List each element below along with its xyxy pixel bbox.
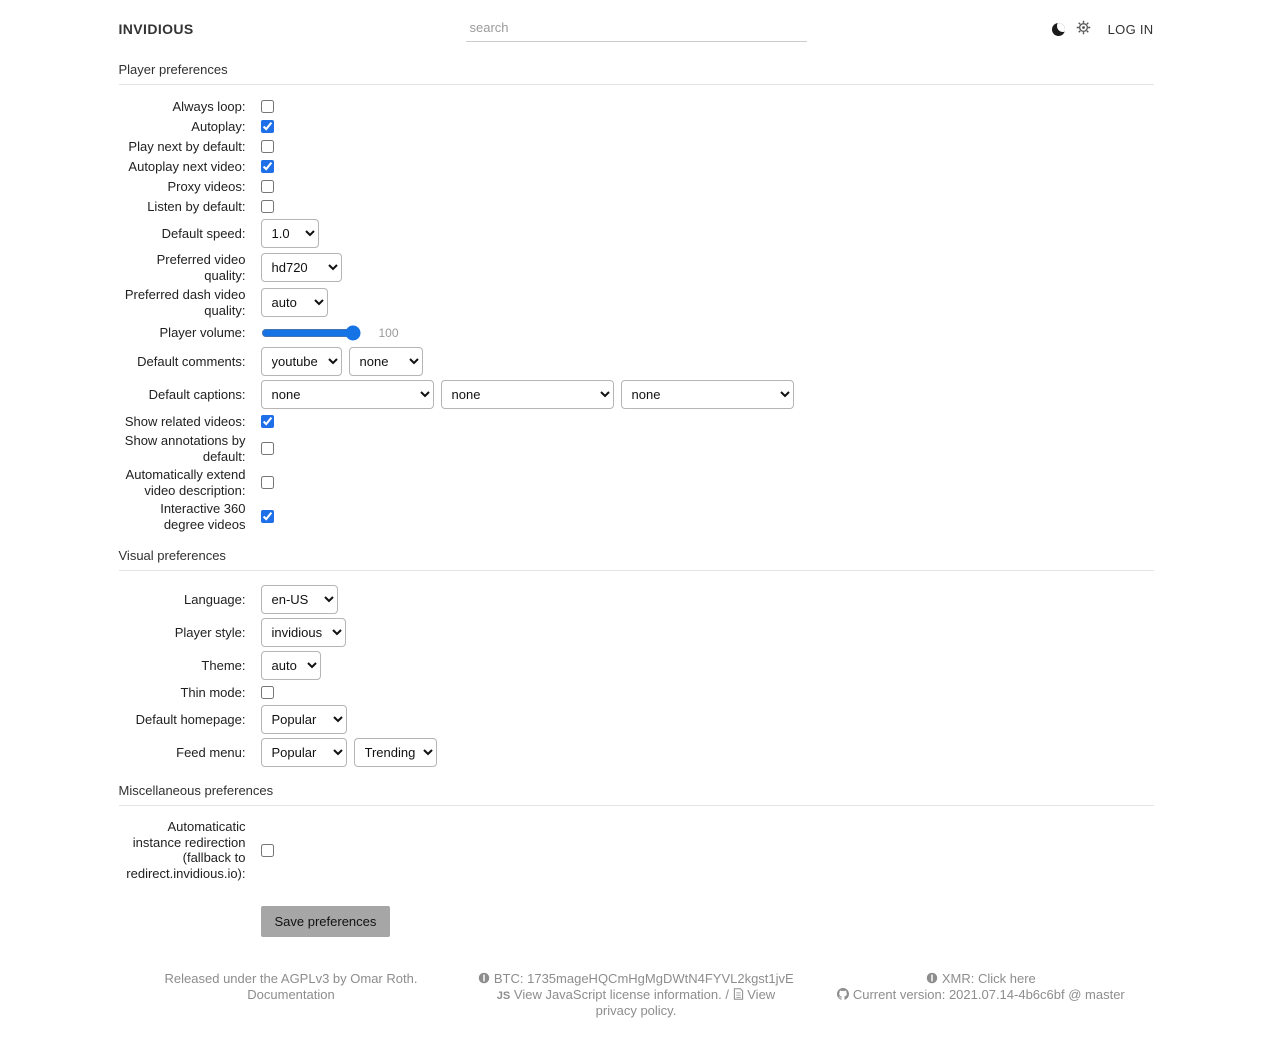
default-comments-label: Default comments:: [137, 353, 246, 369]
license-text: Released under the AGPLv3 by Omar Roth.: [164, 971, 418, 986]
thin-mode-label: Thin mode:: [180, 684, 246, 700]
github-icon: [837, 988, 849, 1000]
feed-menu-second-select[interactable]: [354, 738, 437, 767]
extend-description-checkbox[interactable]: [261, 476, 274, 489]
default-captions-label: Default captions:: [148, 386, 246, 402]
visual-preferences-section: [119, 571, 1154, 767]
login-link[interactable]: LOG IN: [1107, 21, 1154, 37]
annotations-checkbox[interactable]: [261, 442, 274, 455]
default-homepage-select[interactable]: [261, 705, 347, 734]
masthead: [0, 0, 1272, 46]
default-comments-first-select[interactable]: [261, 347, 342, 376]
default-speed-label: Default speed:: [161, 225, 246, 241]
related-videos-checkbox[interactable]: [261, 415, 274, 428]
feed-menu-first-select[interactable]: [261, 738, 347, 767]
player-style-label: Player style:: [174, 624, 246, 640]
play-next-checkbox[interactable]: [261, 140, 274, 153]
default-captions-third-select[interactable]: [621, 380, 794, 409]
js-license-link[interactable]: View JavaScript license information.: [513, 986, 722, 1002]
autoplay-next-label: Autoplay next video:: [128, 158, 246, 174]
language-select[interactable]: [261, 585, 338, 614]
video-quality-label: Preferred video quality:: [156, 252, 246, 283]
player-preferences-title: Player preferences: [119, 62, 1154, 85]
player-preferences-section: [119, 85, 1154, 532]
xmr-link[interactable]: Click here: [977, 971, 1036, 986]
default-homepage-label: Default homepage:: [135, 711, 246, 727]
related-videos-label: Show related videos:: [124, 413, 246, 429]
footer-separator: /: [725, 986, 729, 1002]
footer: [119, 971, 1154, 1041]
player-volume-value: 100: [378, 325, 399, 340]
user-nav: [1052, 20, 1154, 38]
moon-icon: [1052, 23, 1065, 36]
default-captions-first-select[interactable]: [261, 380, 434, 409]
auto-redirect-checkbox[interactable]: [261, 844, 274, 857]
proxy-videos-checkbox[interactable]: [261, 180, 274, 193]
default-captions-second-select[interactable]: [441, 380, 614, 409]
invidious-logo[interactable]: INVIDIOUS: [118, 21, 194, 37]
proxy-videos-label: Proxy videos:: [167, 178, 246, 194]
documentation-link[interactable]: Documentation: [247, 986, 335, 1002]
play-next-label: Play next by default:: [128, 138, 246, 154]
video-quality-select[interactable]: [261, 253, 342, 282]
misc-preferences-section: [119, 806, 1154, 881]
theme-select[interactable]: [261, 651, 321, 680]
search-input[interactable]: [466, 16, 807, 42]
auto-redirect-label: Automaticatic instance redirection (fallback to redirect.invidious.io):: [126, 819, 246, 881]
save-preferences-button[interactable]: Save preferences: [261, 906, 391, 937]
document-icon: [733, 988, 744, 1000]
dash-quality-select[interactable]: [261, 288, 328, 317]
gear-icon: [1076, 20, 1091, 38]
thin-mode-checkbox[interactable]: [261, 686, 274, 699]
default-comments-second-select[interactable]: [349, 347, 423, 376]
version-text: Current version: 2021.07.14-4b6c6bf @ master: [852, 986, 1125, 1002]
misc-preferences-title: Miscellaneous preferences: [119, 783, 1154, 806]
javascript-icon: JS: [496, 989, 511, 1002]
autoplay-label: Autoplay:: [191, 118, 246, 134]
always-loop-label: Always loop:: [172, 98, 246, 114]
footer-license-column: [119, 971, 464, 1019]
player-volume-label: Player volume:: [159, 324, 246, 340]
default-speed-select[interactable]: [261, 219, 319, 248]
player-style-select[interactable]: [261, 618, 346, 647]
extend-description-label: Automatically extend video description:: [125, 467, 246, 498]
theme-label: Theme:: [201, 657, 246, 673]
footer-donate-column: [464, 971, 809, 1019]
listen-default-label: Listen by default:: [147, 198, 246, 214]
coin-icon: [478, 972, 490, 984]
dash-quality-label: Preferred dash video quality:: [124, 287, 246, 318]
player-volume-slider[interactable]: [261, 326, 361, 340]
btc-address: BTC: 1735mageHQCmHgMgDWtN4FYVL2kgst1jvE: [493, 971, 794, 986]
always-loop-checkbox[interactable]: [261, 100, 274, 113]
privacy-policy-link[interactable]: View privacy policy.: [595, 986, 776, 1019]
listen-default-checkbox[interactable]: [261, 200, 274, 213]
footer-version-column: [809, 971, 1154, 1019]
preferences-button[interactable]: [1076, 20, 1091, 38]
vr360-checkbox[interactable]: [261, 510, 274, 523]
autoplay-checkbox[interactable]: [261, 120, 274, 133]
language-label: Language:: [184, 591, 246, 607]
visual-preferences-title: Visual preferences: [119, 548, 1154, 571]
dark-mode-toggle[interactable]: [1052, 23, 1065, 36]
coin-icon: [926, 972, 938, 984]
vr360-label: Interactive 360 degree videos: [160, 501, 246, 532]
feed-menu-label: Feed menu:: [176, 744, 246, 760]
annotations-label: Show annotations by default:: [124, 433, 246, 464]
xmr-label: XMR:: [941, 971, 975, 986]
autoplay-next-checkbox[interactable]: [261, 160, 274, 173]
